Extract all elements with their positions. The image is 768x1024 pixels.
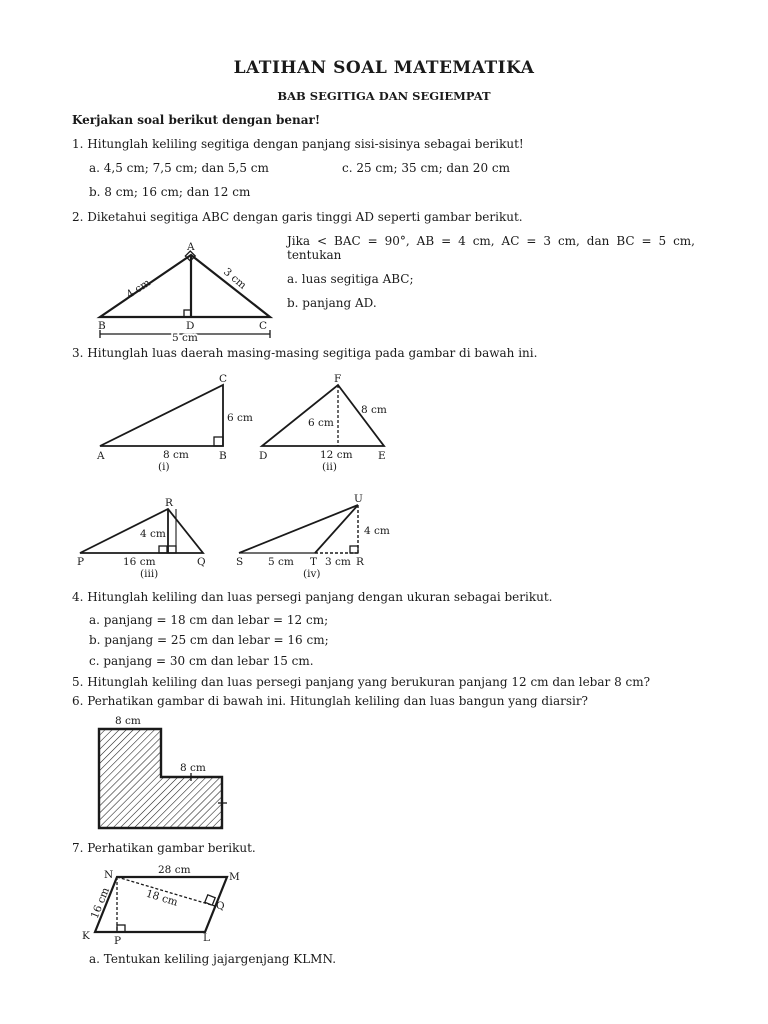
q4-text: 4. Hitunglah keliling dan luas persegi panjang dengan ukuran sebagai berikut. xyxy=(72,590,553,604)
label-ab: 4 cm xyxy=(124,276,153,301)
label-bc: 5 cm xyxy=(172,332,198,344)
q6-label-top: 8 cm xyxy=(115,715,141,727)
fig2-label-e: E xyxy=(378,450,386,462)
q7-label-nm: 28 cm xyxy=(158,864,191,876)
q1-option-a: a. 4,5 cm; 7,5 cm; dan 5,5 cm xyxy=(89,161,269,175)
q2-option-b: b. panjang AD. xyxy=(287,296,377,310)
fig3-caption: (iii) xyxy=(140,568,159,580)
instruction: Kerjakan soal berikut dengan benar! xyxy=(72,113,321,127)
q4-option-b: b. panjang = 25 cm dan lebar = 16 cm; xyxy=(89,633,329,647)
q2-text: 2. Diketahui segitiga ABC dengan garis tinggi AD seperti gambar berikut. xyxy=(72,210,523,224)
q6-label-mid: 8 cm xyxy=(180,762,206,774)
label-c: C xyxy=(259,320,268,332)
fig3-label-height: 4 cm xyxy=(140,528,166,540)
fig4-label-height: 4 cm xyxy=(364,525,390,537)
right-angle-mark-q xyxy=(205,895,215,905)
q7-text: 7. Perhatikan gambar berikut. xyxy=(72,841,256,855)
fig3-label-q: Q xyxy=(197,556,206,568)
q7-label-m: M xyxy=(229,871,240,883)
fig3-label-base: 16 cm xyxy=(123,556,156,568)
fig1-label-height: 6 cm xyxy=(227,412,253,424)
q7-label-nq: 18 cm xyxy=(144,887,180,909)
fig1-caption: (i) xyxy=(158,461,170,473)
q7-option-a: a. Tentukan keliling jajargenjang KLMN. xyxy=(89,952,337,966)
q6-text: 6. Perhatikan gambar di bawah ini. Hitunglah keliling dan luas bangun yang diarsir? xyxy=(72,694,588,708)
q2-condition-cont: tentukan xyxy=(287,248,342,262)
q5-text: 5. Hitunglah keliling dan luas persegi panjang yang berukuran panjang 12 cm dan lebar 8 cm? xyxy=(72,675,651,689)
fig4-label-u: U xyxy=(354,493,363,505)
parallelogram-klmn xyxy=(95,877,227,932)
fig3-label-r: R xyxy=(165,497,173,509)
fig2-label-f: F xyxy=(334,373,342,385)
page-title: LATIHAN SOAL MATEMATIKA xyxy=(233,58,535,78)
q3-text: 3. Hitunglah luas daerah masing-masing segitiga pada gambar di bawah ini. xyxy=(72,346,538,360)
q1-option-c: c. 25 cm; 35 cm; dan 20 cm xyxy=(342,161,510,175)
q1-option-b: b. 8 cm; 16 cm; dan 12 cm xyxy=(89,185,251,199)
fig4-label-r: R xyxy=(356,556,364,568)
label-ac: 3 cm xyxy=(221,265,249,292)
fig4-label-t: T xyxy=(310,556,318,568)
fig2-label-side: 8 cm xyxy=(361,404,387,416)
fig2-label-height: 6 cm xyxy=(308,417,334,429)
fig1-label-base: 8 cm xyxy=(163,449,189,461)
fig2-caption: (ii) xyxy=(322,461,337,473)
label-a: A xyxy=(187,241,195,253)
fig2-label-d: D xyxy=(259,450,268,462)
q7-label-kn: 16 cm xyxy=(88,885,113,921)
fig4-label-tr: 3 cm xyxy=(325,556,351,568)
page-subtitle: BAB SEGITIGA DAN SEGIEMPAT xyxy=(277,89,491,103)
fig1-label-b: B xyxy=(219,450,227,462)
fig4-caption: (iv) xyxy=(303,568,321,580)
fig1-label-c: C xyxy=(219,373,228,385)
q1-text: 1. Hitunglah keliling segitiga dengan panjang sisi-sisinya sebagai berikut! xyxy=(72,137,524,151)
q7-label-n: N xyxy=(104,869,114,881)
q2-option-a: a. luas segitiga ABC; xyxy=(287,272,414,286)
fig3-label-p: P xyxy=(77,556,85,568)
q4-option-c: c. panjang = 30 cm dan lebar 15 cm. xyxy=(89,654,314,668)
fig4-label-st: 5 cm xyxy=(268,556,294,568)
q7-label-l: L xyxy=(203,932,210,944)
q7-label-k: K xyxy=(82,930,90,942)
q2-condition: Jika < BAC = 90°, AB = 4 cm, AC = 3 cm, dan BC = 5 cm, xyxy=(287,234,695,248)
fig2-label-base: 12 cm xyxy=(320,449,353,461)
q7-label-p: P xyxy=(114,935,122,947)
q4-option-a: a. panjang = 18 cm dan lebar = 12 cm; xyxy=(89,613,329,627)
fig4-label-s: S xyxy=(236,556,244,568)
fig1-label-a: A xyxy=(97,450,105,462)
label-b: B xyxy=(98,320,106,332)
label-d: D xyxy=(186,320,195,332)
q7-label-q: Q xyxy=(216,900,225,912)
